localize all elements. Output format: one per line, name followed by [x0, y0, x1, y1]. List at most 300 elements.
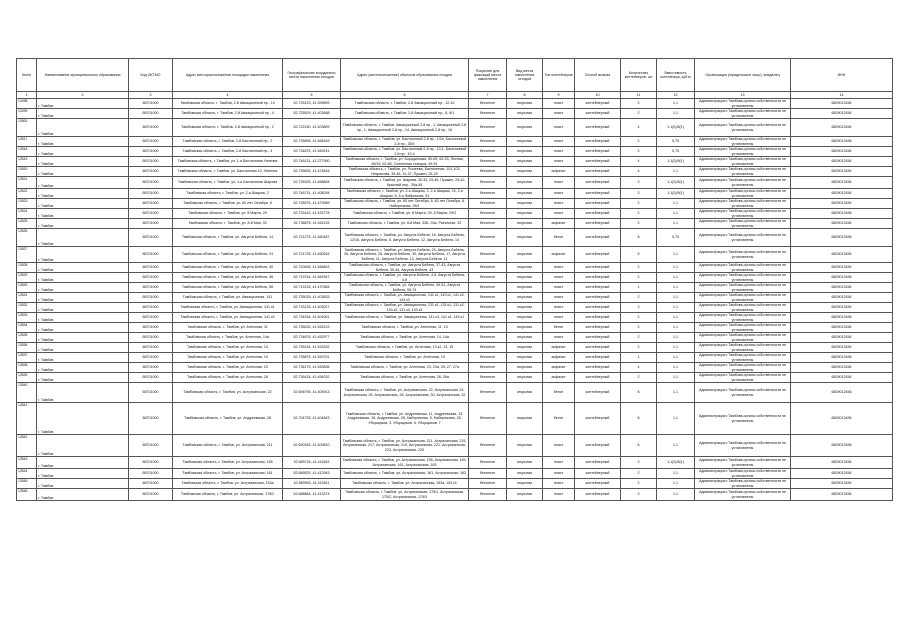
- table-row: [17, 457, 893, 469]
- table-cell-addr: Тамбовская область, г. Тамбов, ул. Андреевская, 26: [173, 403, 283, 435]
- table-cell-ctype: пласт: [543, 303, 575, 313]
- table-cell-oktmo: 68701000: [129, 363, 173, 373]
- column-number: 9: [543, 92, 575, 99]
- table-cell-org: Администрация г.Тамбова,органы собственности не установлены: [695, 303, 791, 313]
- table-cell-kind: открытая: [507, 343, 543, 353]
- table-cell-objects: Тамбовская область, г. Тамбов, ул. Шарова, 30-33, 29-49, Пушкин, 29-42, Красный пер., 39а-46: [341, 177, 469, 189]
- table-cell-method: контейнерный: [575, 109, 621, 119]
- table-cell-kind: открытая: [507, 137, 543, 147]
- table-cell-kind: открытая: [507, 479, 543, 489]
- table-cell-cover: бетонное: [469, 167, 507, 177]
- table-cell-coords: 52.704735, 41.404843: [283, 403, 341, 435]
- table-cell-cover: бетонное: [469, 283, 507, 293]
- table-cell-cover: бетонное: [469, 263, 507, 273]
- table-cell-qty: 2: [621, 333, 657, 343]
- table-row: [17, 167, 893, 177]
- table-cell-objects: Тамбовская область, г. Тамбов, ул. Бастионный 2-й пр., 1/2а, Бастионный 2-й пр., 25/4: [341, 137, 469, 147]
- table-cell-id: 13546: [17, 489, 37, 501]
- table-cell-addr: Тамбовская область, г. Тамбов, ул. Авиационная, 131 к1: [173, 303, 283, 313]
- table-cell-method: контейнерный: [575, 323, 621, 333]
- table-cell-addr: Тамбовская область, г. Тамбов, ул. Аптечная, 23: [173, 363, 283, 373]
- table-cell-cover: бетонное: [469, 147, 507, 157]
- table-cell-vol: 1,1: [657, 403, 695, 435]
- table-cell-vol: 1,1(2)/8(1): [657, 157, 695, 167]
- table-cell-qty: 1: [621, 283, 657, 293]
- column-header: Географические координаты места накопления отходов: [283, 59, 341, 92]
- column-number: 2: [37, 92, 129, 99]
- table-cell-cover: бетонное: [469, 99, 507, 109]
- table-cell-coords: 52.722150, 41.403809: [283, 119, 341, 137]
- table-cell-coords: 52.735025, 41.403833: [283, 293, 341, 303]
- table-cell-cover: бетонное: [469, 373, 507, 383]
- table-cell-id: 13543: [17, 457, 37, 469]
- table-cell-coords: 52.689525, 41.412943: [283, 469, 341, 479]
- table-cell-qty: 6: [621, 435, 657, 457]
- table-cell-coords: 52.696795, 41.405913: [283, 383, 341, 403]
- table-cell-org: Администрация г.Тамбова,органы собственности не установлены: [695, 137, 791, 147]
- table-cell-method: контейнерный: [575, 363, 621, 373]
- table-cell-id: 13539: [17, 373, 37, 383]
- table-cell-addr: Тамбовская область, г. Тамбов, ул. 2-я Шацкая, 2: [173, 189, 283, 199]
- table-row: [17, 199, 893, 209]
- table-cell-ctype: пласт: [543, 283, 575, 293]
- table-cell-mo: г. Тамбов: [37, 247, 129, 263]
- table-cell-oktmo: 68701000: [129, 283, 173, 293]
- table-cell-coords: 52.688864, 41.413374: [283, 489, 341, 501]
- table-cell-oktmo: 68701000: [129, 147, 173, 157]
- table-cell-objects: Тамбовская область, г. Тамбов, Авиационный 2-й пр., 1, Авиационный 2-й пр., 1, Авиационный 2-й пр., 14, Авиационный 2-й пр., 16: [341, 119, 469, 137]
- table-cell-qty: 2: [621, 323, 657, 333]
- table-cell-addr: Тамбовская область, г. Тамбов, 2-й Бастионный пр., 4: [173, 147, 283, 157]
- table-cell-kind: открытая: [507, 263, 543, 273]
- table-cell-objects: Тамбовская область, г. Тамбов, ул. Астраханская, 153а, 153 к1: [341, 479, 469, 489]
- table-cell-method: контейнерный: [575, 403, 621, 435]
- table-row: [17, 247, 893, 263]
- table-cell-id: 13537: [17, 353, 37, 363]
- table-cell-org: Администрация г.Тамбова,органы собственности не установлены: [695, 209, 791, 219]
- table-row: [17, 157, 893, 167]
- table-row: [17, 403, 893, 435]
- table-cell-kind: открытая: [507, 403, 543, 435]
- table-cell-org: Администрация г.Тамбова,органы собственности не установлены: [695, 343, 791, 353]
- table-cell-id: 13523: [17, 199, 37, 209]
- table-cell-cover: бетонное: [469, 199, 507, 209]
- table-cell-ctype: пласт: [543, 189, 575, 199]
- table-cell-ctype: пласт: [543, 313, 575, 323]
- table-cell-vol: 1,1: [657, 435, 695, 457]
- table-cell-cover: бетонное: [469, 219, 507, 229]
- table-cell-ctype: бетон: [543, 383, 575, 403]
- table-cell-objects: Тамбовская область, г. Тамбов, ул. 60 лет Октября, 6, 60 лет Октября, 8, Набережная, 26/1: [341, 199, 469, 209]
- table-cell-oktmo: 68701000: [129, 157, 173, 167]
- table-cell-ctype: пласт: [543, 147, 575, 157]
- table-cell-mo: г. Тамбов: [37, 303, 129, 313]
- column-header: Наименование муниципального образования: [37, 59, 129, 92]
- table-cell-oktmo: 68701000: [129, 219, 173, 229]
- table-cell-cover: бетонное: [469, 119, 507, 137]
- table-cell-vol: 1,1: [657, 489, 695, 501]
- table-row: [17, 313, 893, 323]
- table-cell-mo: г. Тамбов: [37, 199, 129, 209]
- table-row: [17, 263, 893, 273]
- table-cell-addr: Тамбовская область, г. Тамбов, ул. Аптечная, 26: [173, 373, 283, 383]
- table-cell-qty: 2: [621, 469, 657, 479]
- table-cell-vol: 1,1: [657, 283, 695, 293]
- table-cell-ctype: пласт: [543, 119, 575, 137]
- table-cell-coords: 52.719744, 41.469347: [283, 273, 341, 283]
- table-cell-kind: открытая: [507, 273, 543, 283]
- table-cell-kind: открытая: [507, 303, 543, 313]
- table-cell-mo: г. Тамбов: [37, 313, 129, 323]
- table-cell-vol: 1,1: [657, 373, 695, 383]
- table-cell-inn: 6829012456: [791, 137, 893, 147]
- table-cell-kind: открытая: [507, 219, 543, 229]
- table-cell-org: Администрация г.Тамбова,органы собственности не установлены: [695, 109, 791, 119]
- table-cell-coords: 52.733125, 41.403027: [283, 303, 341, 313]
- table-row: [17, 435, 893, 457]
- table-cell-kind: открытая: [507, 157, 543, 167]
- table-cell-org: Администрация г.Тамбова,органы собственности не установлены: [695, 353, 791, 363]
- table-cell-coords: 52.735025, 41.453123: [283, 323, 341, 333]
- table-cell-oktmo: 68701000: [129, 273, 173, 283]
- table-cell-method: контейнерный: [575, 219, 621, 229]
- table-cell-objects: Тамбовская область, г. Тамбов, ул. Аптечная, 13 к2, 13, 15: [341, 343, 469, 353]
- table-cell-coords: 52.735625, 41.474816: [283, 167, 341, 177]
- table-cell-cover: бетонное: [469, 157, 507, 167]
- table-cell-id: 13533: [17, 313, 37, 323]
- table-cell-method: контейнерный: [575, 177, 621, 189]
- column-header: Вместимость контейнера, куб.м: [657, 59, 695, 92]
- table-cell-inn: 6829012456: [791, 157, 893, 167]
- table-cell-mo: г. Тамбов: [37, 435, 129, 457]
- table-cell-coords: 52.734876, 41.452977: [283, 333, 341, 343]
- table-cell-ctype: асфальт: [543, 353, 575, 363]
- column-number: 11: [621, 92, 657, 99]
- table-cell-mo: г. Тамбов: [37, 403, 129, 435]
- table-cell-vol: 1,1: [657, 99, 695, 109]
- table-cell-ctype: пласт: [543, 177, 575, 189]
- table-cell-id: 13535: [17, 333, 37, 343]
- table-cell-inn: 6829012456: [791, 323, 893, 333]
- table-cell-addr: Тамбовская область, г. Тамбов, ул. Авиационная, 141: [173, 293, 283, 303]
- table-cell-id: 13518: [17, 147, 37, 157]
- table-cell-coords: 52.725529, 41.403488: [283, 109, 341, 119]
- table-cell-qty: 3: [621, 177, 657, 189]
- table-cell-coords: 52.719125, 41.470384: [283, 283, 341, 293]
- table-cell-mo: г. Тамбов: [37, 283, 129, 293]
- table-cell-qty: 4: [621, 167, 657, 177]
- table-cell-addr: Тамбовская область, г. Тамбов, ул. Августа Бебеля, 56: [173, 283, 283, 293]
- table-cell-method: контейнерный: [575, 147, 621, 157]
- table-cell-qty: 2: [621, 109, 657, 119]
- table-cell-id: 13522: [17, 189, 37, 199]
- table-cell-qty: 2: [621, 373, 657, 383]
- table-cell-coords: 52.736175, 41.453836: [283, 363, 341, 373]
- table-cell-cover: бетонное: [469, 293, 507, 303]
- table-row: [17, 489, 893, 501]
- table-row: [17, 303, 893, 313]
- table-cell-org: Администрация г.Тамбова,органы собственности не установлены: [695, 229, 791, 247]
- table-cell-cover: бетонное: [469, 209, 507, 219]
- table-cell-mo: г. Тамбов: [37, 219, 129, 229]
- table-cell-objects: Тамбовская область, г. Тамбов, ул. Августа Бебеля, 16, Августа Бебеля, 12/16, Августа Бебеля, 8, Августа Бебеля, 12, Августа Бебеля, 14: [341, 229, 469, 247]
- table-cell-ctype: пласт: [543, 137, 575, 147]
- table-cell-org: Администрация г.Тамбова,органы собственности не установлены: [695, 99, 791, 109]
- table-cell-ctype: пласт: [543, 263, 575, 273]
- table-cell-addr: Тамбовская область, г. Тамбов, ул. Августа Бебеля, 24: [173, 247, 283, 263]
- table-cell-vol: 1,1: [657, 219, 695, 229]
- table-cell-addr: Тамбовская область, г. Тамбов, ул. Астраханская, 211: [173, 435, 283, 457]
- table-cell-qty: 8: [621, 229, 657, 247]
- column-number: 14: [791, 92, 893, 99]
- table-cell-method: контейнерный: [575, 119, 621, 137]
- table-cell-kind: открытая: [507, 199, 543, 209]
- column-header: Адрес (местоположение) объектов образования отходов: [341, 59, 469, 92]
- table-cell-mo: г. Тамбов: [37, 167, 129, 177]
- table-cell-vol: 1,1: [657, 293, 695, 303]
- table-cell-ctype: асфальт: [543, 373, 575, 383]
- table-cell-objects: Тамбовская область, г. Тамбов, ул. 8 Марта, 29, 8 Марта, 29/2: [341, 209, 469, 219]
- table-cell-method: контейнерный: [575, 343, 621, 353]
- table-cell-method: контейнерный: [575, 333, 621, 343]
- column-number: 1: [17, 92, 37, 99]
- table-cell-kind: открытая: [507, 373, 543, 383]
- table-cell-addr: Тамбовская область, г. Тамбов, ул. Аптечная, 14а: [173, 333, 283, 343]
- table-row: [17, 363, 893, 373]
- table-cell-objects: Тамбовская область, г. Тамбов, ул. Астраханская, 22, Астраханская, 24, Астраханская, 26, Астраханская, 28, Астраханская, 30, Астраханская, 32: [341, 383, 469, 403]
- table-cell-objects: Тамбовская область, г. Тамбов, ул. Бородинская, 60-69, 63-93, Лесная, 89/16, 62-65, Солнечная станция, 49-51: [341, 157, 469, 167]
- table-cell-cover: бетонное: [469, 469, 507, 479]
- table-cell-addr: Тамбовская область, г. Тамбов, ул. Аптечная, 11: [173, 323, 283, 333]
- table-cell-addr: Тамбовская область, г. Тамбов, ул. Астраханская, 175/2: [173, 489, 283, 501]
- table-cell-inn: 6829012456: [791, 147, 893, 157]
- table-row: [17, 343, 893, 353]
- table-cell-cover: бетонное: [469, 313, 507, 323]
- table-cell-vol: 1,1: [657, 199, 695, 209]
- table-cell-objects: Тамбовская область, г. Тамбов, ул. Августа Бебеля, 37-43, Августа Бебеля, 39-45, Августа Бебеля, 43: [341, 263, 469, 273]
- table-cell-cover: бетонное: [469, 489, 507, 501]
- table-cell-coords: 52.733143, 41.433778: [283, 209, 341, 219]
- table-cell-method: контейнерный: [575, 457, 621, 469]
- table-cell-method: контейнерный: [575, 99, 621, 109]
- table-cell-kind: открытая: [507, 313, 543, 323]
- table-cell-org: Администрация г.Тамбова,органы собственности не установлены: [695, 119, 791, 137]
- table-cell-cover: бетонное: [469, 247, 507, 263]
- table-cell-method: контейнерный: [575, 229, 621, 247]
- table-cell-mo: г. Тамбов: [37, 177, 129, 189]
- table-cell-qty: 2: [621, 313, 657, 323]
- table-cell-mo: г. Тамбов: [37, 363, 129, 373]
- table-cell-cover: бетонное: [469, 403, 507, 435]
- table-cell-qty: 2: [621, 147, 657, 157]
- table-cell-cover: бетонное: [469, 383, 507, 403]
- table-cell-mo: г. Тамбов: [37, 457, 129, 469]
- table-cell-vol: 1,1: [657, 303, 695, 313]
- table-cell-org: Администрация г.Тамбова,органы собственности не установлены: [695, 219, 791, 229]
- table-cell-addr: Тамбовская область, г. Тамбов, ул. Бастионная 10, Успения: [173, 167, 283, 177]
- table-cell-addr: Тамбовская область, г. Тамбов, ул. Астраханская, 22: [173, 383, 283, 403]
- table-cell-id: 13499: [17, 109, 37, 119]
- table-cell-kind: открытая: [507, 229, 543, 247]
- table-cell-addr: Тамбовская область, г. Тамбов, ул. 1-я Бастионная Шарова: [173, 177, 283, 189]
- table-cell-id: 13521: [17, 177, 37, 189]
- table-cell-oktmo: 68701000: [129, 353, 173, 363]
- table-cell-cover: бетонное: [469, 435, 507, 457]
- table-cell-mo: г. Тамбов: [37, 209, 129, 219]
- table-cell-qty: 2: [621, 199, 657, 209]
- table-cell-id: 13544: [17, 469, 37, 479]
- table-cell-cover: бетонное: [469, 323, 507, 333]
- table-cell-kind: открытая: [507, 489, 543, 501]
- table-cell-method: контейнерный: [575, 273, 621, 283]
- table-cell-inn: 6829012456: [791, 435, 893, 457]
- table-cell-coords: 52.726325, 41.468684: [283, 177, 341, 189]
- table-cell-qty: 8: [621, 403, 657, 435]
- table-cell-cover: бетонное: [469, 137, 507, 147]
- table-row: [17, 353, 893, 363]
- table-cell-inn: 6829012456: [791, 403, 893, 435]
- table-header: [17, 59, 893, 99]
- table-cell-mo: г. Тамбов: [37, 469, 129, 479]
- table-cell-objects: Тамбовская область, г. Тамбов, 2-й Авиационный пр., 6, 8/1: [341, 109, 469, 119]
- table-cell-objects: Тамбовская область, г. Тамбов, 2-й Авиационный пр., 12-10: [341, 99, 469, 109]
- table-cell-ctype: пласт: [543, 109, 575, 119]
- table-row: [17, 293, 893, 303]
- table-cell-inn: 6829012456: [791, 283, 893, 293]
- table-cell-coords: 52.735895, 41.468349: [283, 137, 341, 147]
- table-cell-id: 13526: [17, 229, 37, 247]
- table-cell-method: контейнерный: [575, 263, 621, 273]
- table-cell-cover: бетонное: [469, 457, 507, 469]
- table-cell-qty: 3: [621, 303, 657, 313]
- table-cell-vol: 1,1: [657, 247, 695, 263]
- table-cell-oktmo: 68701000: [129, 343, 173, 353]
- table-cell-objects: Тамбовская область, г. Тамбов, ул. 2-я Шацкая, 3, 2-я Шацкая, 24, 2-я Шацкая, 8, 5-я Фабричная, 51: [341, 189, 469, 199]
- table-cell-method: контейнерный: [575, 137, 621, 147]
- table-cell-vol: 1,1: [657, 333, 695, 343]
- table-cell-addr: Тамбовская область, г. Тамбов, ул. Астраханская, 161: [173, 469, 283, 479]
- table-cell-method: контейнерный: [575, 209, 621, 219]
- table-cell-inn: 6829012456: [791, 199, 893, 209]
- table-cell-id: 13536: [17, 343, 37, 353]
- table-cell-method: контейнерный: [575, 489, 621, 501]
- table-cell-mo: г. Тамбов: [37, 383, 129, 403]
- table-cell-method: контейнерный: [575, 435, 621, 457]
- table-cell-vol: 1,1: [657, 383, 695, 403]
- table-cell-addr: Тамбовская область, г. Тамбов, ул. Астраханская, 155: [173, 457, 283, 469]
- table-cell-inn: 6829012456: [791, 263, 893, 273]
- table-cell-mo: г. Тамбов: [37, 157, 129, 167]
- table-cell-addr: Тамбовская область, г. Тамбов, ул. 8 Марта, 29: [173, 209, 283, 219]
- table-cell-qty: 4: [621, 119, 657, 137]
- table-cell-vol: 1,1(2)/8(1): [657, 189, 695, 199]
- table-cell-kind: открытая: [507, 99, 543, 109]
- table-cell-oktmo: 68701000: [129, 303, 173, 313]
- table-cell-ctype: пласт: [543, 273, 575, 283]
- column-header: Количество контейнеров, шт: [621, 59, 657, 92]
- table-cell-objects: Тамбовская область, г. Тамбов, ул. Авиационная, 131 к1, 133 к1, 131 к2, 133 к2, 131 к3, 133 к3: [341, 303, 469, 313]
- table-cell-mo: г. Тамбов: [37, 333, 129, 343]
- table-cell-kind: открытая: [507, 363, 543, 373]
- table-cell-qty: 3: [621, 489, 657, 501]
- table-cell-mo: г. Тамбов: [37, 273, 129, 283]
- table-cell-vol: 1,1: [657, 343, 695, 353]
- table-cell-org: Администрация г.Тамбова,органы собственности не установлены: [695, 283, 791, 293]
- table-cell-objects: Тамбовская область, г. Тамбов, ул. Рылеева, Бастионная, 101-103, Некрасова, 39-45, 31-37, Пушкин, 25-29: [341, 167, 469, 177]
- table-cell-vol: 1,1: [657, 353, 695, 363]
- table-cell-method: контейнерный: [575, 189, 621, 199]
- table-cell-addr: Тамбовская область, г. Тамбов, ул. 1-я Бастионная Успения: [173, 157, 283, 167]
- table-cell-ctype: пласт: [543, 157, 575, 167]
- table-cell-oktmo: 68701000: [129, 247, 173, 263]
- table-cell-oktmo: 68701000: [129, 479, 173, 489]
- table-cell-addr: Тамбовская область, г. Тамбов, ул. Аптечная, 19: [173, 353, 283, 363]
- table-cell-objects: Тамбовская область, г. Тамбов, ул. Астраханская, 211, Астраханская, 215, Астраханская, 217, Астраханская, 219, Астраханская, 221, Астраханская, 223, Астраханская, 225: [341, 435, 469, 457]
- table-cell-ctype: пласт: [543, 293, 575, 303]
- table-cell-mo: г. Тамбов: [37, 109, 129, 119]
- table-cell-oktmo: 68701000: [129, 489, 173, 501]
- table-cell-oktmo: 68701000: [129, 99, 173, 109]
- table-cell-ctype: пласт: [543, 333, 575, 343]
- table-cell-addr: Тамбовская область, г. Тамбов, ул. 60 лет Октября, 6: [173, 199, 283, 209]
- table-cell-vol: 0,75: [657, 147, 695, 157]
- table-cell-method: контейнерный: [575, 293, 621, 303]
- table-cell-org: Администрация г.Тамбова,органы собственности не установлены: [695, 189, 791, 199]
- table-cell-oktmo: 68701000: [129, 457, 173, 469]
- table-cell-cover: бетонное: [469, 273, 507, 283]
- table-cell-coords: 52.689963, 41.410811: [283, 479, 341, 489]
- table-cell-mo: г. Тамбов: [37, 137, 129, 147]
- table-cell-id: 13538: [17, 363, 37, 373]
- table-cell-qty: 8: [621, 383, 657, 403]
- table-cell-kind: открытая: [507, 457, 543, 469]
- table-cell-mo: г. Тамбов: [37, 293, 129, 303]
- table-cell-ctype: асфальт: [543, 167, 575, 177]
- table-cell-org: Администрация г.Тамбова,органы собственности не установлены: [695, 313, 791, 323]
- table-cell-inn: 6829012456: [791, 333, 893, 343]
- table-cell-objects: Тамбовская область, г. Тамбов, ул. Августа Бебеля, 4-6, Августа Бебеля, 4-6: [341, 273, 469, 283]
- table-row: [17, 177, 893, 189]
- table-cell-objects: Тамбовская область, г. Тамбов, ул. Августа Бебеля, 24, Августа Бебеля, 26, Августа Бебеля, 28, Августа Бебеля, 30, Августа Бебеля, 17, Августа Бебеля, 11, Августа Бебеля, 13, Августа Бебеля, 11: [341, 247, 469, 263]
- table-cell-addr: Тамбовская область, г. Тамбов, ул. 8-й Мая, 33: [173, 219, 283, 229]
- table-cell-oktmo: 68701000: [129, 323, 173, 333]
- table-cell-inn: 6829012456: [791, 109, 893, 119]
- table-cell-objects: Тамбовская область, г. Тамбов, ул. Аптечная, 11, 13: [341, 323, 469, 333]
- table-cell-qty: 2: [621, 209, 657, 219]
- table-cell-kind: открытая: [507, 435, 543, 457]
- table-cell-org: Администрация г.Тамбова,органы собственности не установлены: [695, 383, 791, 403]
- table-cell-oktmo: 68701000: [129, 229, 173, 247]
- table-cell-method: контейнерный: [575, 283, 621, 293]
- table-cell-inn: 6829012456: [791, 373, 893, 383]
- table-cell-ctype: пласт: [543, 199, 575, 209]
- table-cell-oktmo: 68701000: [129, 167, 173, 177]
- table-cell-addr: Тамбовская область, г. Тамбов, ул. Августа Бебеля, 40: [173, 263, 283, 273]
- table-cell-inn: 6829012456: [791, 229, 893, 247]
- table-cell-org: Администрация г.Тамбова,органы собственности не установлены: [695, 363, 791, 373]
- column-header: №п/п: [17, 59, 37, 92]
- table-cell-kind: открытая: [507, 167, 543, 177]
- table-row: [17, 229, 893, 247]
- column-number: 7: [469, 92, 507, 99]
- table-cell-id: 13500: [17, 119, 37, 137]
- table-cell-cover: бетонное: [469, 343, 507, 353]
- table-cell-mo: г. Тамбов: [37, 479, 129, 489]
- table-cell-coords: 52.690345, 41.409810: [283, 435, 341, 457]
- table-cell-ctype: пласт: [543, 99, 575, 109]
- column-number: 8: [507, 92, 543, 99]
- table-cell-org: Администрация г.Тамбова,органы собственности не установлены: [695, 157, 791, 167]
